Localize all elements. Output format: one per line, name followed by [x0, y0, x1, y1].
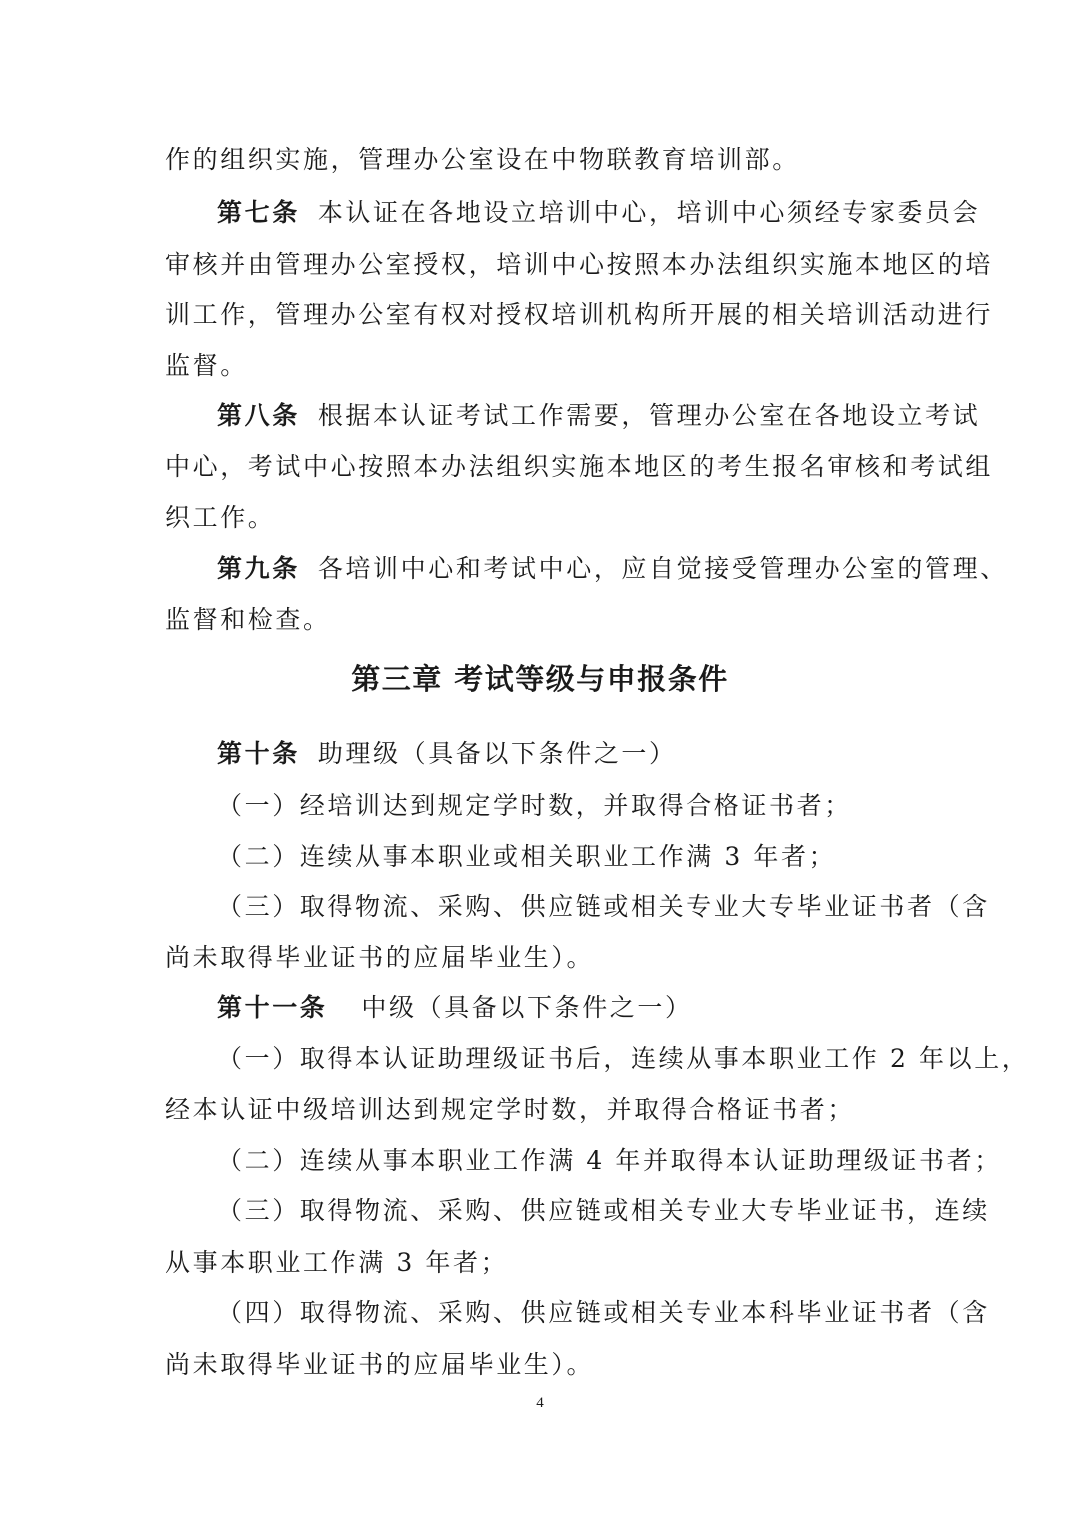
paragraph-line: 监督。 — [165, 351, 248, 380]
paragraph-line: 尚未取得毕业证书的应届毕业生）。 — [165, 1350, 595, 1379]
list-item: （二）连续从事本职业工作满 4 年并取得本认证助理级证书者； — [217, 1146, 1002, 1175]
list-item: （三）取得物流、采购、供应链或相关专业大专毕业证书，连续 — [217, 1196, 990, 1225]
article-10 — [217, 741, 677, 766]
paragraph-line: 作的组织实施，管理办公室设在中物联教育培训部。 — [165, 145, 800, 174]
list-item: （二）连续从事本职业或相关职业工作满 3 年者； — [217, 842, 837, 871]
article-7-label: 第七条 — [217, 198, 300, 227]
article-11-text: 中级（具备以下条件之一） — [361, 993, 693, 1022]
paragraph-line: 审核并由管理办公室授权，培训中心按照本办法组织实施本地区的培 — [165, 250, 994, 279]
article-9 — [217, 556, 1008, 581]
chapter-heading: 第三章 考试等级与申报条件 — [351, 662, 729, 696]
paragraph-line: 训工作，管理办公室有权对授权培训机构所开展的相关培训活动进行 — [165, 300, 994, 329]
article-8-label: 第八条 — [217, 401, 300, 430]
paragraph-line: 中心，考试中心按照本办法组织实施本地区的考生报名审核和考试组 — [165, 452, 994, 481]
paragraph-line: 尚未取得毕业证书的应届毕业生）。 — [165, 943, 595, 972]
article-11 — [217, 995, 693, 1020]
paragraph-line: 织工作。 — [165, 503, 276, 532]
article-9-label: 第九条 — [217, 554, 300, 583]
list-item: （三）取得物流、采购、供应链或相关专业大专毕业证书者（含 — [217, 892, 990, 921]
paragraph-line: 监督和检查。 — [165, 605, 331, 634]
paragraph-line: 从事本职业工作满 3 年者； — [165, 1248, 509, 1277]
page-number: 4 — [536, 1395, 544, 1411]
article-8 — [217, 403, 980, 428]
list-item: （四）取得物流、采购、供应链或相关专业本科毕业证书者（含 — [217, 1298, 990, 1327]
list-item: （一）取得本认证助理级证书后，连续从事本职业工作 2 年以上， — [217, 1044, 1030, 1073]
article-9-text: 各培训中心和考试中心，应自觉接受管理办公室的管理、 — [317, 554, 1008, 583]
article-10-text: 助理级（具备以下条件之一） — [317, 739, 677, 768]
article-7-text: 本认证在各地设立培训中心，培训中心须经专家委员会 — [317, 198, 981, 227]
paragraph-line: 经本认证中级培训达到规定学时数，并取得合格证书者； — [165, 1095, 856, 1124]
article-11-label: 第十一条 — [217, 993, 328, 1022]
article-10-label: 第十条 — [217, 739, 300, 768]
list-item: （一）经培训达到规定学时数，并取得合格证书者； — [217, 791, 852, 820]
article-7 — [217, 200, 980, 225]
article-8-text: 根据本认证考试工作需要，管理办公室在各地设立考试 — [317, 401, 981, 430]
